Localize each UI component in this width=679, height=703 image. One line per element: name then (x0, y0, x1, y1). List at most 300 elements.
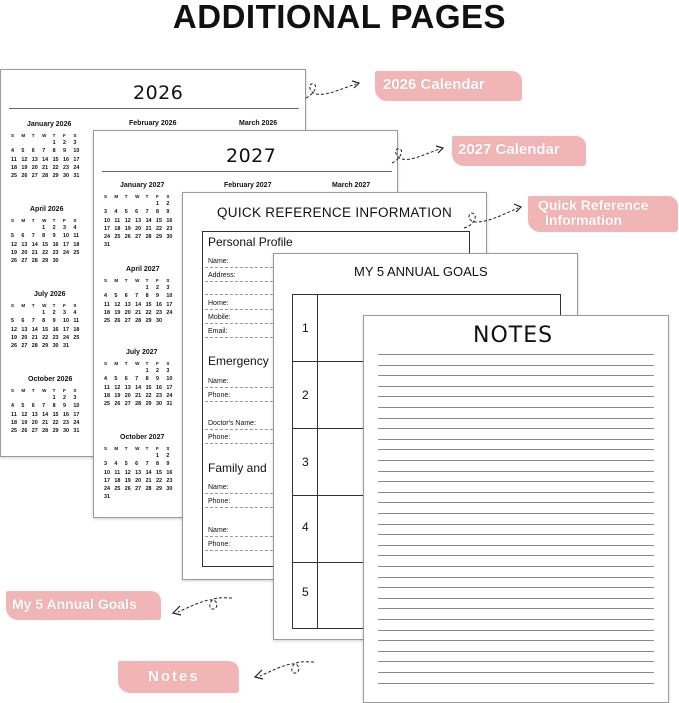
day-cell: 30 (62, 173, 69, 180)
weekday-label: M (114, 193, 119, 199)
day-cell: 4 (104, 376, 107, 383)
weekday-label: M (21, 302, 26, 308)
month-grid (104, 444, 177, 501)
week-row (104, 317, 177, 325)
day-cell: 7 (31, 233, 35, 240)
day-cell: 2 (52, 225, 56, 232)
day-cell: 30 (166, 234, 173, 241)
day-cell: 7 (135, 293, 139, 300)
field-label: Home: (208, 300, 229, 307)
field-label: Phone: (208, 392, 231, 399)
day-cell: 23 (166, 477, 173, 484)
day-cell: 20 (124, 392, 131, 399)
day-cell: 22 (155, 225, 162, 232)
day-cell: 2 (166, 201, 170, 208)
day-cell: 12 (11, 241, 17, 248)
day-cell: 13 (21, 241, 28, 248)
day-cell: 21 (135, 392, 142, 399)
day-cell: 4 (11, 403, 14, 410)
day-cell (146, 241, 156, 249)
field-label: Mobile: (208, 314, 231, 321)
day-cell (146, 200, 156, 208)
month-table (104, 192, 177, 249)
day-cell: 22 (52, 419, 59, 426)
day-cell: 18 (114, 225, 121, 232)
notes-sheet (363, 315, 669, 703)
day-cell: 3 (166, 285, 170, 292)
day-cell: 29 (42, 258, 49, 265)
weekday-label: S (166, 445, 170, 451)
note-line (378, 566, 654, 567)
week-row (104, 301, 177, 309)
day-cell (135, 367, 145, 375)
week-row (11, 139, 84, 147)
month-name: April 2026 (30, 206, 64, 213)
day-cell (135, 493, 145, 501)
day-cell: 21 (31, 249, 38, 256)
day-cell: 11 (104, 384, 110, 391)
note-line (378, 577, 654, 578)
note-line (378, 555, 654, 556)
day-cell: 11 (11, 411, 17, 418)
day-cell: 8 (145, 293, 149, 300)
day-cell (166, 493, 176, 501)
day-cell: 31 (104, 494, 110, 501)
day-cell: 19 (124, 225, 131, 232)
day-cell: 8 (52, 403, 56, 410)
day-cell: 10 (62, 318, 69, 325)
day-cell: 22 (42, 249, 49, 256)
notes-title: NOTES (473, 323, 554, 348)
note-line (378, 661, 654, 662)
day-cell: 24 (73, 419, 80, 426)
note-line (378, 449, 654, 450)
arrow-2026-icon (300, 76, 366, 104)
day-cell: 1 (145, 368, 149, 375)
month-grid (104, 192, 177, 249)
day-cell: 17 (62, 326, 69, 333)
day-cell: 23 (62, 419, 69, 426)
label-text: Information (545, 212, 622, 228)
day-cell: 25 (114, 234, 121, 241)
day-cell: 2 (155, 285, 159, 292)
day-cell: 6 (31, 403, 35, 410)
day-cell: 8 (155, 209, 159, 216)
day-cell: 31 (73, 428, 80, 435)
day-cell: 7 (42, 403, 46, 410)
day-cell: 15 (42, 326, 49, 333)
weekday-label: T (31, 302, 35, 308)
week-row (11, 249, 84, 257)
day-cell: 17 (73, 156, 80, 163)
weekday-label: F (155, 277, 159, 283)
week-row (104, 375, 177, 383)
day-cell (73, 257, 83, 265)
month-table (104, 359, 177, 408)
day-cell: 19 (21, 164, 28, 171)
day-cell: 19 (124, 477, 131, 484)
day-cell (21, 139, 31, 147)
day-cell: 26 (114, 318, 121, 325)
day-cell (104, 284, 114, 292)
quick-reference-title: QUICK REFERENCE INFORMATION (217, 205, 453, 220)
day-cell: 8 (155, 461, 159, 468)
weekday-label: W (42, 302, 47, 308)
day-cell: 1 (145, 285, 149, 292)
day-cell (21, 394, 31, 402)
week-row (104, 233, 177, 241)
day-cell: 19 (11, 334, 17, 341)
week-row (104, 241, 177, 249)
day-cell: 16 (62, 156, 69, 163)
weekday-label: F (155, 445, 159, 451)
week-row (104, 384, 177, 392)
month-table (11, 301, 84, 350)
day-cell: 21 (42, 164, 49, 171)
day-cell: 15 (155, 469, 162, 476)
week-row (104, 493, 177, 501)
day-cell: 27 (124, 401, 131, 408)
day-cell: 25 (73, 334, 80, 341)
day-cell: 14 (135, 384, 142, 391)
day-cell (21, 309, 31, 317)
week-row (104, 469, 177, 477)
weekday-label: F (62, 387, 66, 393)
day-cell: 11 (73, 233, 80, 240)
day-cell: 21 (145, 477, 152, 484)
note-line (378, 492, 654, 493)
day-cell: 23 (155, 309, 162, 316)
calendar-year: 2027 (226, 145, 277, 167)
day-cell: 31 (166, 401, 173, 408)
field-label: Phone: (208, 434, 231, 441)
day-cell (166, 241, 176, 249)
weekday-label: W (135, 193, 140, 199)
weekday-label: W (135, 277, 140, 283)
day-cell: 30 (52, 343, 59, 350)
day-cell: 20 (21, 334, 28, 341)
note-line (378, 439, 654, 440)
month-name: July 2026 (34, 291, 66, 298)
weekday-label: T (124, 193, 128, 199)
day-cell: 27 (135, 234, 142, 241)
day-cell: 5 (11, 318, 14, 325)
day-cell (125, 452, 135, 460)
day-cell: 29 (42, 343, 49, 350)
month-table (104, 276, 177, 325)
day-cell: 10 (73, 148, 80, 155)
day-cell: 25 (11, 428, 17, 435)
weekday-label: S (73, 132, 77, 138)
day-cell: 10 (62, 233, 69, 240)
day-cell: 17 (73, 411, 80, 418)
day-cell (135, 241, 145, 249)
day-cell: 16 (62, 411, 69, 418)
day-cell (21, 224, 31, 232)
weekday-label: T (145, 360, 149, 366)
week-row (11, 326, 84, 334)
goal-number: 5 (302, 585, 309, 599)
weekday-label: T (124, 445, 128, 451)
day-cell: 15 (52, 156, 59, 163)
day-cell: 23 (52, 334, 59, 341)
day-cell: 2 (166, 453, 170, 460)
day-cell: 12 (124, 469, 131, 476)
day-cell (135, 452, 145, 460)
day-cell: 6 (21, 233, 25, 240)
day-cell: 29 (145, 401, 152, 408)
day-cell (42, 139, 52, 147)
day-cell: 16 (52, 326, 59, 333)
day-cell: 4 (114, 461, 118, 468)
week-row (11, 224, 84, 232)
day-cell: 24 (104, 234, 110, 241)
day-cell (104, 452, 114, 460)
day-cell: 18 (104, 309, 110, 316)
day-cell (166, 317, 176, 325)
day-cell: 1 (42, 225, 46, 232)
day-cell: 28 (42, 173, 49, 180)
day-cell (125, 493, 135, 501)
day-cell: 2 (62, 140, 66, 147)
day-cell: 26 (114, 401, 121, 408)
day-cell: 15 (42, 241, 49, 248)
week-row (11, 317, 84, 325)
day-cell: 8 (145, 376, 149, 383)
month-grid (104, 359, 177, 408)
month-table (11, 216, 84, 265)
day-cell: 1 (155, 201, 159, 208)
day-cell (32, 394, 42, 402)
day-cell: 26 (21, 173, 28, 180)
day-cell: 17 (104, 225, 110, 232)
day-cell: 26 (124, 234, 131, 241)
section-heading: Personal Profile (208, 235, 293, 249)
day-cell: 30 (155, 401, 162, 408)
day-cell: 1 (155, 453, 159, 460)
day-cell: 27 (31, 173, 38, 180)
day-cell: 1 (52, 395, 56, 402)
day-cell: 24 (62, 249, 69, 256)
note-line (378, 471, 654, 472)
day-cell (125, 241, 135, 249)
day-cell: 2 (62, 395, 66, 402)
day-cell: 18 (11, 419, 17, 426)
week-row (11, 232, 84, 240)
note-line (378, 418, 654, 419)
month-name: February 2026 (129, 120, 177, 127)
day-cell: 4 (11, 148, 14, 155)
weekday-label: M (114, 360, 119, 366)
day-cell: 3 (104, 461, 107, 468)
weekday-label: M (21, 132, 26, 138)
week-row (11, 394, 84, 402)
day-cell: 12 (114, 301, 121, 308)
weekday-label: F (155, 360, 159, 366)
note-line (378, 672, 654, 673)
month-name: October 2026 (28, 376, 73, 383)
weekday-label: S (166, 277, 170, 283)
weekday-label: S (104, 360, 108, 366)
day-cell: 14 (42, 411, 49, 418)
week-row (11, 309, 84, 317)
day-cell (135, 200, 145, 208)
day-cell: 5 (114, 376, 118, 383)
field-label: Name: (208, 258, 229, 265)
weekday-label: T (52, 132, 56, 138)
day-cell (125, 200, 135, 208)
day-cell: 10 (73, 403, 80, 410)
day-cell: 9 (155, 376, 159, 383)
day-cell: 12 (124, 217, 131, 224)
day-cell: 17 (62, 241, 69, 248)
day-cell (114, 493, 124, 501)
week-row (104, 392, 177, 400)
day-cell: 1 (42, 310, 46, 317)
week-row (104, 200, 177, 208)
weekday-label: T (52, 302, 56, 308)
note-line (378, 502, 654, 503)
label-text: My 5 Annual Goals (12, 596, 137, 612)
day-cell: 12 (11, 326, 17, 333)
day-cell (42, 394, 52, 402)
day-cell: 10 (104, 217, 110, 224)
day-cell: 21 (31, 334, 38, 341)
day-cell (125, 367, 135, 375)
note-line (378, 375, 654, 376)
weekday-label: W (42, 387, 47, 393)
note-line (378, 683, 654, 684)
day-cell: 22 (145, 309, 152, 316)
day-cell: 30 (166, 486, 173, 493)
day-cell: 9 (52, 233, 56, 240)
day-cell (32, 224, 42, 232)
day-cell: 9 (166, 209, 170, 216)
day-cell: 18 (11, 164, 17, 171)
note-line (378, 545, 654, 546)
day-cell (11, 224, 21, 232)
week-row (11, 257, 84, 265)
day-cell: 29 (145, 318, 152, 325)
day-cell: 9 (62, 403, 66, 410)
month-grid (11, 386, 84, 435)
day-cell: 23 (52, 249, 59, 256)
weekday-label: S (11, 387, 15, 393)
week-row (11, 342, 84, 350)
note-line (378, 354, 654, 355)
arrow-goals-icon (166, 590, 236, 620)
calendar-year: 2026 (133, 82, 184, 104)
day-cell: 21 (145, 225, 152, 232)
day-cell: 19 (11, 249, 17, 256)
day-cell: 10 (166, 376, 173, 383)
week-row (11, 241, 84, 249)
week-row (104, 460, 177, 468)
day-cell: 25 (114, 486, 121, 493)
day-cell: 27 (21, 258, 28, 265)
label-text: 2026 Calendar (383, 76, 485, 93)
day-cell: 19 (114, 392, 121, 399)
day-cell: 31 (104, 242, 110, 249)
weekday-label: T (145, 193, 149, 199)
day-cell: 14 (31, 241, 38, 248)
day-cell: 2 (52, 310, 56, 317)
field-label: Address: (208, 272, 236, 279)
day-cell: 28 (42, 428, 49, 435)
note-line (378, 608, 654, 609)
field-label: Email: (208, 328, 228, 335)
divider (9, 108, 299, 109)
day-cell: 12 (21, 156, 28, 163)
day-cell (146, 493, 156, 501)
day-cell (32, 139, 42, 147)
day-cell: 3 (62, 310, 66, 317)
label-notes (118, 661, 239, 693)
day-cell: 18 (114, 477, 121, 484)
note-line (378, 640, 654, 641)
day-cell: 13 (124, 384, 131, 391)
field-label: Name: (208, 378, 229, 385)
day-cell: 4 (73, 310, 77, 317)
weekday-label: W (135, 360, 140, 366)
day-cell: 3 (166, 368, 170, 375)
day-cell: 30 (155, 318, 162, 325)
note-line (378, 386, 654, 387)
weekday-label: T (145, 445, 149, 451)
day-cell: 19 (114, 309, 121, 316)
weekday-label: S (73, 387, 77, 393)
day-cell: 9 (52, 318, 56, 325)
month-name: March 2027 (332, 182, 371, 189)
day-cell: 17 (166, 301, 173, 308)
day-cell: 24 (62, 334, 69, 341)
day-cell: 26 (11, 258, 17, 265)
day-cell: 22 (145, 392, 152, 399)
weekday-label: S (11, 217, 15, 223)
day-cell: 28 (31, 343, 38, 350)
month-table (104, 444, 177, 501)
month-name: January 2027 (120, 182, 165, 189)
day-cell: 31 (62, 343, 69, 350)
label-annual-goals (6, 591, 161, 620)
day-cell: 15 (155, 217, 162, 224)
day-cell: 25 (73, 249, 80, 256)
day-cell: 11 (11, 156, 17, 163)
day-cell: 10 (166, 293, 173, 300)
day-cell: 9 (155, 293, 159, 300)
note-line (378, 651, 654, 652)
weekday-label: M (114, 277, 119, 283)
day-cell: 6 (21, 318, 25, 325)
day-cell (146, 452, 156, 460)
day-cell (11, 309, 21, 317)
day-cell: 27 (124, 318, 131, 325)
day-cell: 26 (11, 343, 17, 350)
day-cell: 6 (135, 209, 139, 216)
note-line (378, 630, 654, 631)
day-cell: 28 (145, 234, 152, 241)
day-cell: 16 (166, 469, 173, 476)
week-row (104, 217, 177, 225)
day-cell: 10 (104, 469, 110, 476)
day-cell (114, 241, 124, 249)
day-cell (32, 309, 42, 317)
day-cell: 6 (124, 293, 128, 300)
day-cell: 4 (73, 225, 77, 232)
label-2026-calendar (375, 71, 522, 101)
week-row (11, 411, 84, 419)
day-cell (73, 342, 83, 350)
